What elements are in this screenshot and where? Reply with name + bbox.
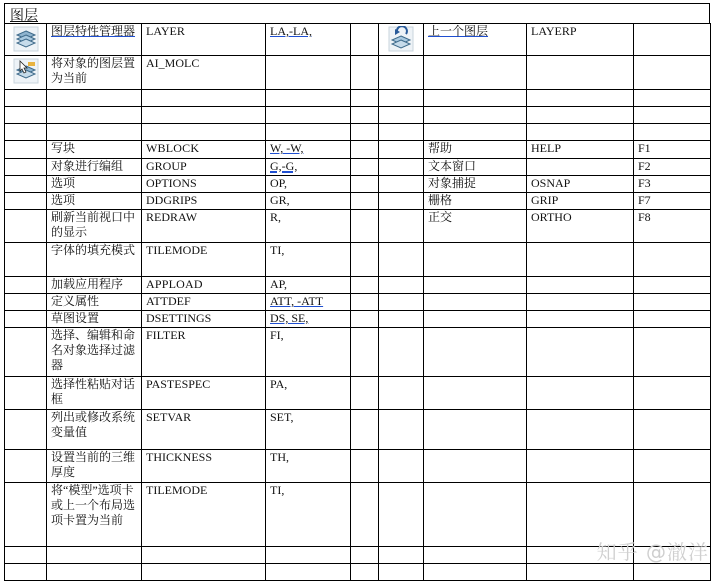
command-name: DDGRIPS bbox=[142, 193, 266, 210]
table-row bbox=[5, 90, 711, 107]
table-row bbox=[5, 159, 711, 176]
command-name: AI_MOLC bbox=[142, 56, 266, 90]
table-row bbox=[5, 294, 711, 311]
table-row bbox=[5, 243, 711, 277]
shortcut-text: FI, bbox=[266, 328, 351, 377]
table-row bbox=[5, 107, 711, 124]
table-row bbox=[5, 450, 711, 483]
section-title: 图层 bbox=[10, 9, 38, 24]
icon-cell bbox=[379, 24, 424, 56]
watermark: 知乎 @澈洋 bbox=[596, 540, 709, 564]
command-name: REDRAW bbox=[142, 210, 266, 243]
command-name: SETVAR bbox=[142, 410, 266, 450]
feature-name: 写块 bbox=[47, 141, 142, 159]
icon-cell bbox=[5, 24, 47, 56]
feature-name: 栅格 bbox=[424, 193, 527, 210]
shortcut-text: F7 bbox=[634, 193, 711, 210]
shortcut-text bbox=[266, 56, 351, 90]
feature-name: 选择、编辑和命名对象选择过滤器 bbox=[47, 328, 142, 377]
feature-name: 上一个图层 bbox=[424, 24, 527, 56]
feature-name: 图层特性管理器 bbox=[47, 24, 142, 56]
shortcut-text: SET, bbox=[266, 410, 351, 450]
table-row bbox=[5, 564, 711, 581]
feature-name: 选项 bbox=[47, 193, 142, 210]
command-name: APPLOAD bbox=[142, 277, 266, 294]
feature-name: 刷新当前视口中的显示 bbox=[47, 210, 142, 243]
feature-name: 字体的填充模式 bbox=[47, 243, 142, 277]
shortcut-text: GR, bbox=[266, 193, 351, 210]
table-row bbox=[5, 277, 711, 294]
layers-icon bbox=[13, 26, 39, 52]
table-row bbox=[5, 176, 711, 193]
layer-current-icon bbox=[13, 58, 39, 84]
shortcut-text: W, -W, bbox=[266, 141, 351, 159]
shortcut-table bbox=[4, 23, 711, 581]
feature-name: 加载应用程序 bbox=[47, 277, 142, 294]
shortcut-text: OP, bbox=[266, 176, 351, 193]
table-row bbox=[5, 410, 711, 450]
shortcut-text: TI, bbox=[266, 483, 351, 547]
feature-name: 对象捕捉 bbox=[424, 176, 527, 193]
command-name: GRIP bbox=[527, 193, 634, 210]
table-row bbox=[5, 193, 711, 210]
feature-name: 草图设置 bbox=[47, 311, 142, 328]
shortcut-text: F8 bbox=[634, 210, 711, 243]
table-row bbox=[5, 24, 711, 56]
command-name: FILTER bbox=[142, 328, 266, 377]
feature-name: 设置当前的三维厚度 bbox=[47, 450, 142, 483]
feature-name: 定义属性 bbox=[47, 294, 142, 311]
table-row bbox=[5, 377, 711, 410]
shortcut-text: LA,-LA, bbox=[266, 24, 351, 56]
shortcut-text: F3 bbox=[634, 176, 711, 193]
command-name: WBLOCK bbox=[142, 141, 266, 159]
section-header bbox=[4, 3, 710, 23]
shortcut-text: G,-G, bbox=[266, 159, 351, 176]
feature-name: 正交 bbox=[424, 210, 527, 243]
command-name bbox=[527, 159, 634, 176]
feature-name: 将对象的图层置为当前 bbox=[47, 56, 142, 90]
shortcut-text: TH, bbox=[266, 450, 351, 483]
command-name: ATTDEF bbox=[142, 294, 266, 311]
feature-name: 帮助 bbox=[424, 141, 527, 159]
table-row bbox=[5, 56, 711, 90]
shortcut-text: R, bbox=[266, 210, 351, 243]
feature-name: 选项 bbox=[47, 176, 142, 193]
table-row bbox=[5, 141, 711, 159]
layer-previous-icon bbox=[388, 26, 414, 52]
shortcut-text: AP, bbox=[266, 277, 351, 294]
shortcut-text bbox=[634, 24, 711, 56]
document-page bbox=[4, 3, 710, 581]
command-name: DSETTINGS bbox=[142, 311, 266, 328]
shortcut-text: F1 bbox=[634, 141, 711, 159]
command-name: HELP bbox=[527, 141, 634, 159]
feature-name: 选择性粘贴对话框 bbox=[47, 377, 142, 410]
command-name: TILEMODE bbox=[142, 243, 266, 277]
shortcut-text: F2 bbox=[634, 159, 711, 176]
shortcut-text: PA, bbox=[266, 377, 351, 410]
feature-name: 列出或修改系统变量值 bbox=[47, 410, 142, 450]
command-name: PASTESPEC bbox=[142, 377, 266, 410]
command-name: OPTIONS bbox=[142, 176, 266, 193]
command-name: ORTHO bbox=[527, 210, 634, 243]
shortcut-text: ATT, -ATT bbox=[266, 294, 351, 311]
command-name: LAYERP bbox=[527, 24, 634, 56]
table-row bbox=[5, 210, 711, 243]
command-name: OSNAP bbox=[527, 176, 634, 193]
feature-name: 将“模型”选项卡或上一个布局选项卡置为当前 bbox=[47, 483, 142, 547]
command-name: GROUP bbox=[142, 159, 266, 176]
feature-name: 对象进行编组 bbox=[47, 159, 142, 176]
command-name: THICKNESS bbox=[142, 450, 266, 483]
table-row bbox=[5, 328, 711, 377]
command-name: TILEMODE bbox=[142, 483, 266, 547]
feature-name: 文本窗口 bbox=[424, 159, 527, 176]
icon-cell bbox=[5, 56, 47, 90]
shortcut-text: TI, bbox=[266, 243, 351, 277]
table-row bbox=[5, 311, 711, 328]
command-name: LAYER bbox=[142, 24, 266, 56]
shortcut-text: DS, SE, bbox=[266, 311, 351, 328]
table-row bbox=[5, 124, 711, 141]
